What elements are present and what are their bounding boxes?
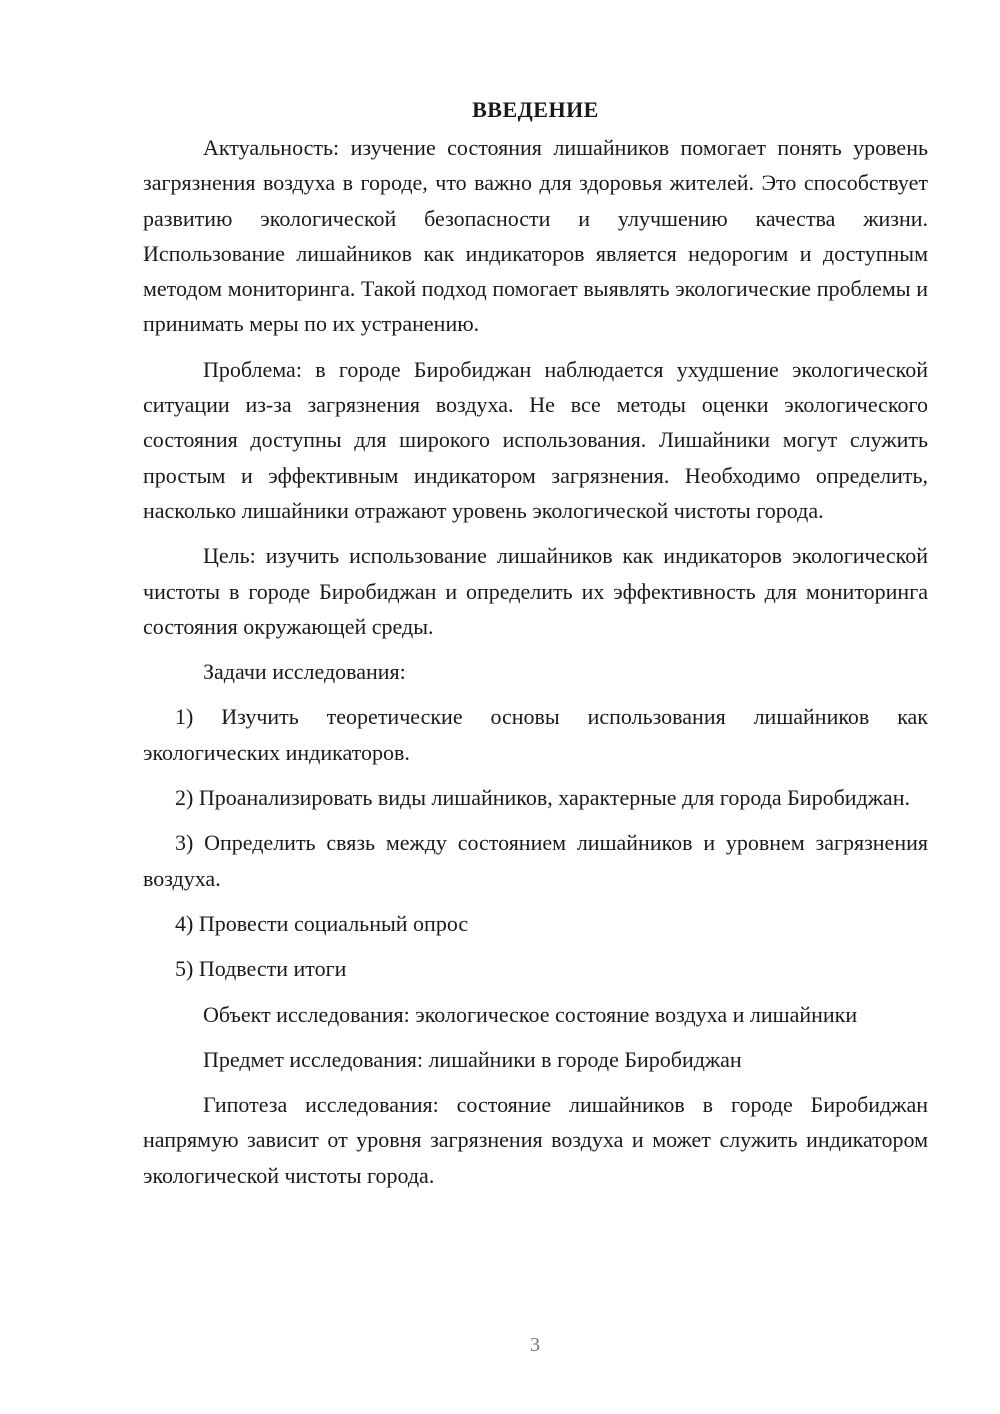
goal-paragraph: Цель: изучить использование лишайников как индикаторов экологической чистоты в городе Биробиджан и определить их эффективность для мониторинга состояния окружающей среды. xyxy=(143,543,928,639)
section-title: ВВЕДЕНИЕ xyxy=(472,97,599,122)
task-item-3: 3) Определить связь между состоянием лишайников и уровнем загрязнения воздуха. xyxy=(143,830,928,891)
task-item-4: 4) Провести социальный опрос xyxy=(175,910,469,936)
problem-paragraph: Проблема: в городе Биробиджан наблюдается ухудшение экологической ситуации из-за загрязнения воздуха. Не все методы оценки экологического состояния доступны для широкого использования. Лишайники могут служить простым и эффективным индикатором загрязнения. Необходимо определить, насколько лишайники отражают уровень экологической чистоты города. xyxy=(143,356,928,523)
task-item-1: 1) Изучить теоретические основы использования лишайников как экологических индикаторов. xyxy=(143,704,928,765)
page-number: 3 xyxy=(530,1334,540,1356)
object-paragraph: Объект исследования: экологическое состояние воздуха и лишайники xyxy=(203,1001,858,1027)
document-page xyxy=(143,92,928,1203)
relevance-paragraph: Актуальность: изучение состояния лишайников помогает понять уровень загрязнения воздуха в городе, что важно для здоровья жителей. Это способствует развитию экологической безопасности и улучшению качества жизни. Использование лишайников как индикаторов является недорогим и доступным методом мониторинга. Такой подход помогает выявлять экологические проблемы и принимать меры по их устранению. xyxy=(143,135,928,337)
task-item-2: 2) Проанализировать виды лишайников, характерные для города Биробиджан. xyxy=(175,785,910,811)
task-item-5: 5) Подвести итоги xyxy=(175,956,347,982)
hypothesis-paragraph: Гипотеза исследования: состояние лишайников в городе Биробиджан напрямую зависит от уровня загрязнения воздуха и может служить индикатором экологической чистоты города. xyxy=(143,1092,928,1188)
tasks-heading: Задачи исследования: xyxy=(203,659,406,685)
subject-paragraph: Предмет исследования: лишайники в городе Биробиджан xyxy=(203,1046,742,1072)
